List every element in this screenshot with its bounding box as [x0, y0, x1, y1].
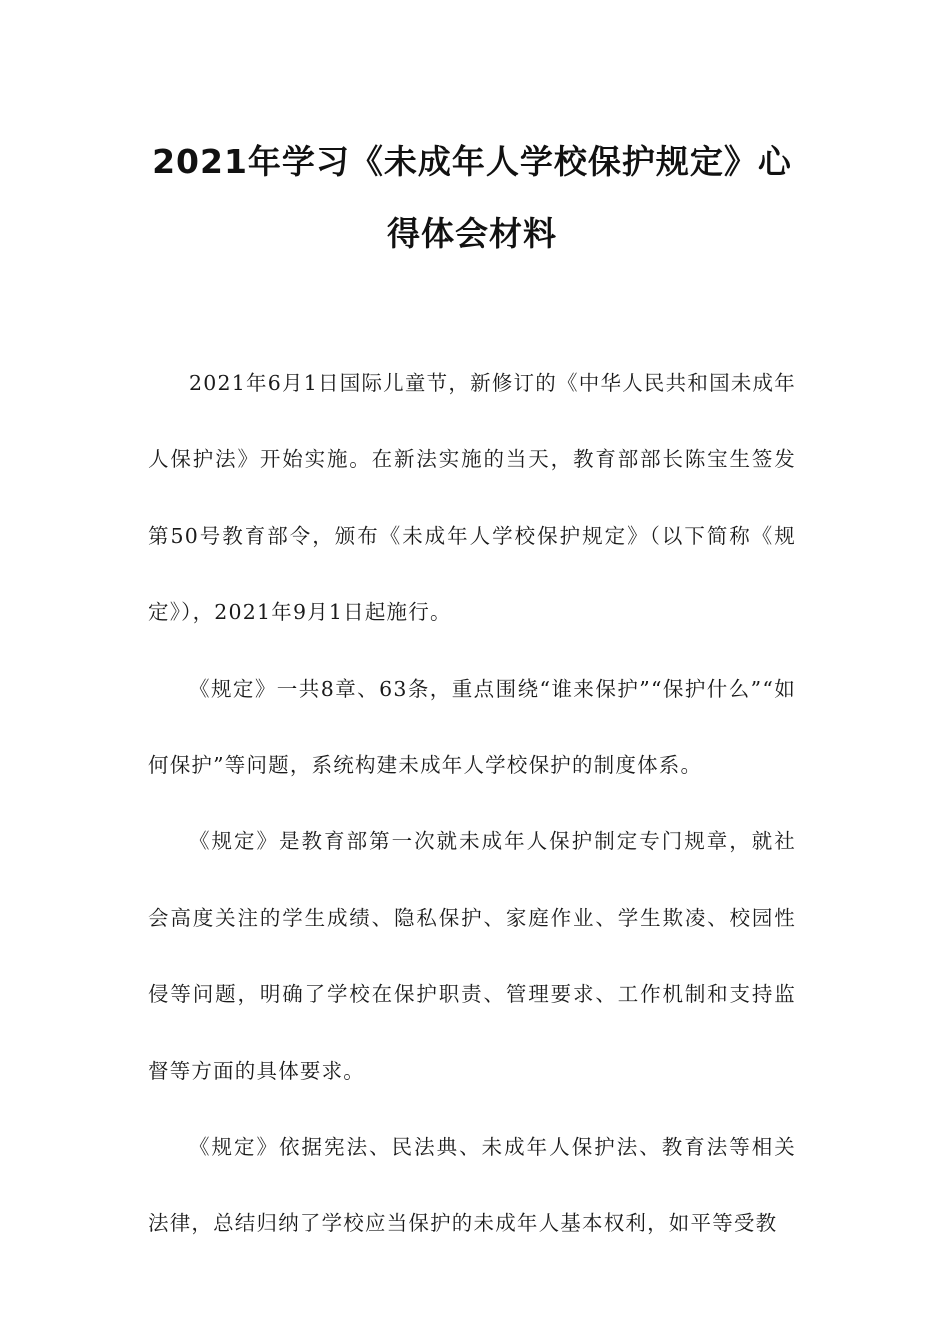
- document-page: [148, 0, 796, 1262]
- paragraph-4: 《规定》依据宪法、民法典、未成年人保护法、教育法等相关法律，总结归纳了学校应当保护的未成年人基本权利，如平等受教: [148, 1135, 796, 1236]
- document-body: [148, 345, 796, 1262]
- paragraph-2: 《规定》一共8章、63条，重点围绕“谁来保护”“保护什么”“如何保护”等问题，系统构建未成年人学校保护的制度体系。: [148, 676, 796, 778]
- title-line-2: 得体会材料: [387, 214, 557, 253]
- document-title: [148, 0, 796, 270]
- paragraph-1: 2021年6月1日国际儿童节，新修订的《中华人民共和国未成年人保护法》开始实施。在新法实施的当天，教育部部长陈宝生签发第50号教育部令，颁布《未成年人学校保护规定》（以下简称《规定》），2021年9月1日起施行。: [148, 371, 796, 625]
- paragraph-3: 《规定》是教育部第一次就未成年人保护制定专门规章，就社会高度关注的学生成绩、隐私保护、家庭作业、学生欺凌、校园性侵等问题，明确了学校在保护职责、管理要求、工作机制和支持监督等方面的具体要求。: [148, 829, 796, 1083]
- title-line-1: 2021年学习《未成年人学校保护规定》心: [152, 142, 792, 181]
